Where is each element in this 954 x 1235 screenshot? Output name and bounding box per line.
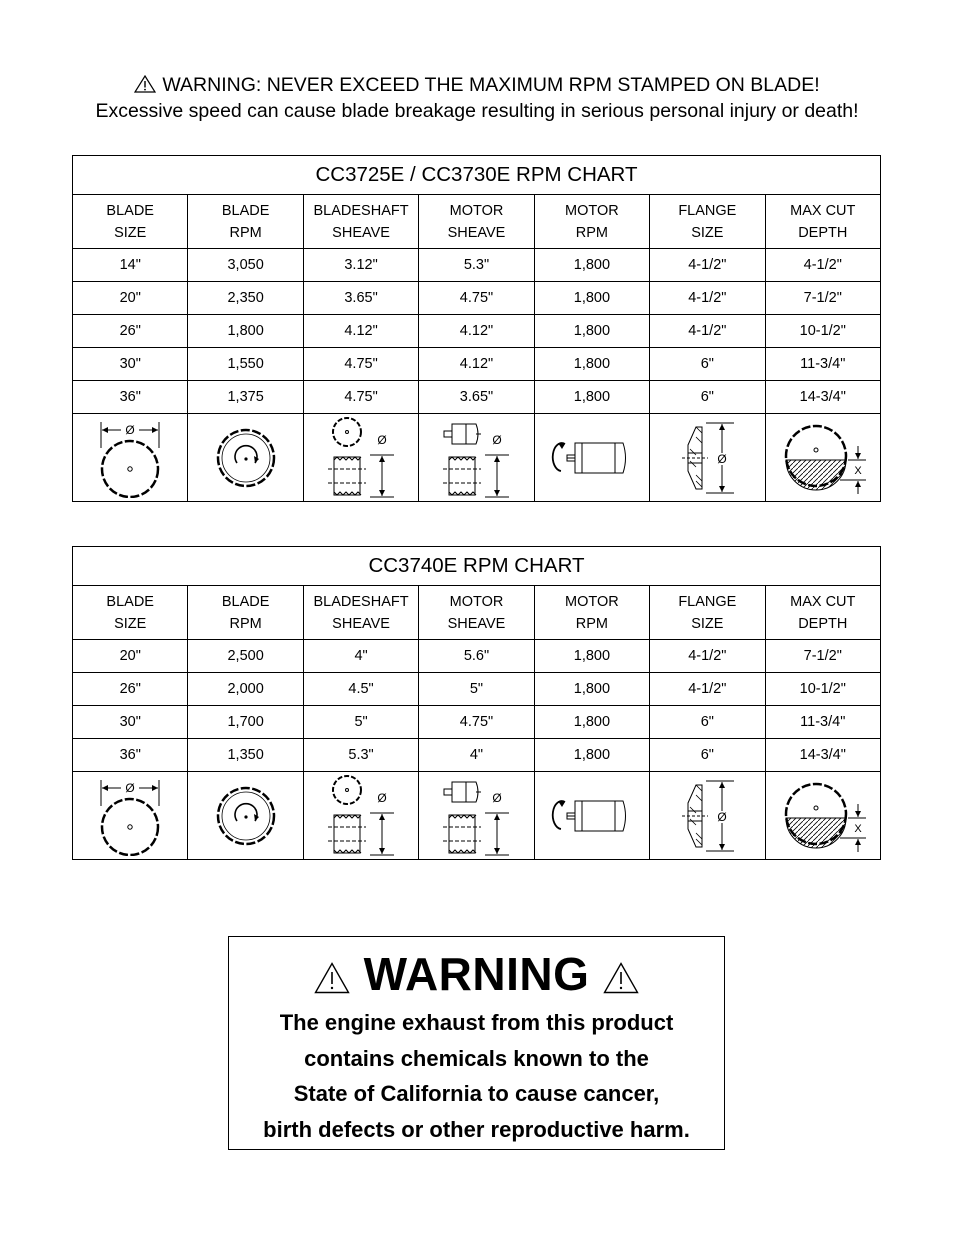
bladeshaft-sheave-icon (326, 415, 396, 501)
col-header-flange-size: FLANGE SIZE (650, 586, 765, 640)
col-header-blade-size: BLADE SIZE (73, 195, 188, 249)
motor-rotation-icon (547, 791, 637, 841)
table-row: 30" 1,700 5" 4.75" 1,800 6" 11-3/4" (73, 706, 881, 739)
col-header-max-cut-depth: MAX CUT DEPTH (765, 195, 880, 249)
warning-line: The engine exhaust from this product (279, 1010, 674, 1035)
svg-text:Ø: Ø (377, 790, 387, 805)
table-row: 30" 1,550 4.75" 4.12" 1,800 6" 11-3/4" (73, 348, 881, 381)
col-header-motor-rpm: MOTOR RPM (534, 586, 649, 640)
warning-body (229, 1005, 724, 1147)
warning-line: birth defects or other reproductive harm. (263, 1116, 690, 1142)
flange-size-icon (672, 415, 742, 501)
table-row: 26" 2,000 4.5" 5" 1,800 4-1/2" 10-1/2" (73, 673, 881, 706)
svg-text:Ø: Ø (125, 422, 135, 437)
motor-sheave-icon (441, 415, 511, 501)
table-row: 36" 1,350 5.3" 4" 1,800 6" 14-3/4" (73, 739, 881, 772)
rpm-chart-cc3740e (72, 546, 881, 860)
warning-heading (229, 945, 724, 1003)
warning-triangle-icon (314, 962, 350, 994)
warning-line: State of California to cause cancer, (293, 1081, 660, 1106)
svg-text:Ø: Ø (717, 451, 727, 466)
svg-text:Ø: Ø (717, 809, 727, 824)
col-header-motor-sheave: MOTOR SHEAVE (419, 195, 534, 249)
blade-diameter-icon (95, 418, 165, 498)
warning-title: WARNING (363, 948, 590, 1000)
flange-size-icon (672, 773, 742, 859)
warning-triangle-icon (134, 75, 156, 93)
icon-row (73, 414, 881, 502)
rpm-chart-cc3725e-cc3730e (72, 155, 881, 502)
col-header-motor-rpm: MOTOR RPM (534, 195, 649, 249)
col-header-blade-size: BLADE SIZE (73, 586, 188, 640)
col-header-blade-rpm: BLADE RPM (188, 586, 303, 640)
table-row: 20" 2,350 3.65" 4.75" 1,800 4-1/2" 7-1/2" (73, 282, 881, 315)
col-header-bladeshaft-sheave: BLADESHAFT SHEAVE (303, 586, 418, 640)
california-prop65-warning (228, 936, 725, 1150)
chart-title: CC3725E / CC3730E RPM CHART (73, 156, 881, 195)
motor-sheave-icon (441, 773, 511, 859)
blade-rotation-icon (211, 423, 281, 493)
table-row: 20" 2,500 4" 5.6" 1,800 4-1/2" 7-1/2" (73, 640, 881, 673)
svg-text:X: X (854, 464, 862, 477)
table-row: 36" 1,375 4.75" 3.65" 1,800 6" 14-3/4" (73, 381, 881, 414)
top-warning-line-2: Excessive speed can cause blade breakage resulting in serious personal injury or death! (95, 100, 859, 122)
svg-text:X: X (854, 822, 862, 835)
table-row: 14" 3,050 3.12" 5.3" 1,800 4-1/2" 4-1/2" (73, 249, 881, 282)
warning-line: contains chemicals known to the (304, 1045, 649, 1071)
table-row: 26" 1,800 4.12" 4.12" 1,800 4-1/2" 10-1/2" (73, 315, 881, 348)
chart-title: CC3740E RPM CHART (73, 547, 881, 586)
max-cut-depth-icon (778, 418, 868, 498)
top-warning-line-1 (0, 71, 954, 99)
svg-text:Ø: Ø (492, 790, 503, 805)
warning-triangle-icon (603, 962, 639, 994)
blade-diameter-icon (95, 776, 165, 856)
col-header-blade-rpm: BLADE RPM (188, 195, 303, 249)
col-header-bladeshaft-sheave: BLADESHAFT SHEAVE (303, 195, 418, 249)
top-warning-text-1: WARNING: NEVER EXCEED THE MAXIMUM RPM STAMPED ON BLADE! (162, 74, 820, 96)
svg-text:Ø: Ø (125, 780, 135, 795)
icon-row (73, 772, 881, 860)
motor-rotation-icon (547, 433, 637, 483)
col-header-max-cut-depth: MAX CUT DEPTH (765, 586, 880, 640)
col-header-flange-size: FLANGE SIZE (650, 195, 765, 249)
svg-text:Ø: Ø (492, 432, 503, 447)
max-cut-depth-icon (778, 776, 868, 856)
col-header-motor-sheave: MOTOR SHEAVE (419, 586, 534, 640)
svg-text:Ø: Ø (377, 432, 387, 447)
blade-rotation-icon (211, 781, 281, 851)
bladeshaft-sheave-icon (326, 773, 396, 859)
